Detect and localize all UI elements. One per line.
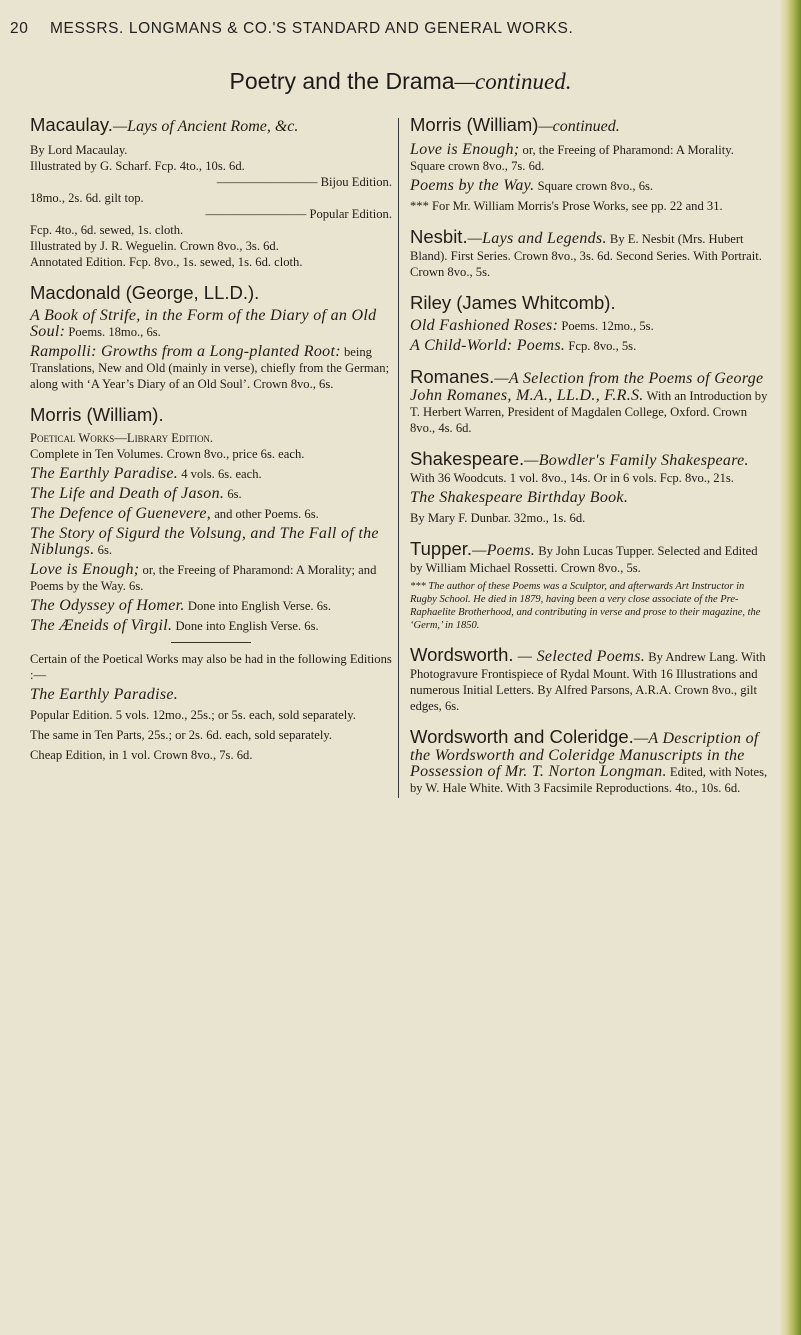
entry-tupper	[410, 538, 770, 632]
work-details: 4 vols. 6s. each.	[178, 467, 262, 481]
work-title: The Earthly Paradise.	[30, 465, 179, 482]
work-title: A Book of Strife, in the Form of the Diary of an Old Soul:	[30, 307, 377, 340]
work-title: Love is Enough;	[30, 561, 140, 578]
author-name: Macdonald (George, LL.D.).	[30, 282, 260, 303]
work-details: Poems. 12mo., 5s.	[558, 319, 654, 333]
work-details: Done into English Verse. 6s.	[172, 619, 319, 633]
entry-line: 18mo., 2s. 6d. gilt top.	[30, 191, 144, 205]
author-name: Riley (James Whitcomb).	[410, 292, 616, 313]
left-column	[30, 114, 392, 775]
entry-macaulay	[30, 114, 392, 270]
right-column	[410, 114, 770, 808]
entry-morris	[30, 404, 392, 763]
section-continued: —continued.	[454, 69, 572, 94]
work-details: Edited, with Notes, by W. Hale White. With 3 Facsimile Reproductions. 4to., 10s. 6d.	[410, 765, 768, 795]
author-name: Morris (William)	[410, 114, 539, 135]
running-head	[10, 20, 770, 38]
entry-wordsworth-coleridge	[410, 726, 770, 796]
entry-macdonald	[30, 282, 392, 392]
work-details: With an Introduction by T. Herbert Warren, President of Magdalen College, Oxford. Crown 8vo., 4s. 6d.	[410, 389, 768, 435]
author-name: Macaulay.	[30, 114, 113, 135]
entry-line: ———————— Popular Edition.	[205, 207, 392, 221]
work-details: Done into English Verse. 6s.	[184, 599, 332, 613]
work-details: By Mary F. Dunbar. 32mo., 1s. 6d.	[410, 511, 586, 525]
work-details: Fcp. 8vo., 5s.	[565, 339, 637, 353]
work-title: The Defence of Guenevere,	[30, 505, 212, 522]
footnote: *** For Mr. William Morris's Prose Works, see pp. 22 and 31.	[410, 199, 723, 213]
work-title: The Story of Sigurd the Volsung, and The Fall of the Niblungs.	[30, 525, 379, 558]
entry-riley	[410, 292, 770, 354]
separator-rule	[171, 642, 251, 643]
running-title: MESSRS. LONGMANS & CO.'S STANDARD AND GENERAL WORKS.	[50, 20, 574, 37]
entry-wordsworth	[410, 644, 770, 714]
work-title: —Bowdler's Family Shakespeare.	[524, 452, 749, 469]
author-name: Tupper.	[410, 538, 473, 559]
work-title: The Odyssey of Homer.	[30, 597, 185, 614]
author-name: Nesbit.	[410, 226, 468, 247]
work-details: By John Lucas Tupper. Selected and Edited by William Michael Rossetti. Crown 8vo., 5s.	[410, 544, 758, 575]
author-name: Wordsworth and Coleridge.	[410, 726, 634, 747]
entry-morris-continued	[410, 114, 770, 214]
work-details: 6s.	[94, 543, 112, 557]
work-details: Square crown 8vo., 6s.	[534, 179, 654, 193]
author-name: Wordsworth.	[410, 644, 514, 665]
work-details: 6s.	[224, 487, 242, 501]
page-edge-decoration	[779, 0, 801, 1335]
entry-line: Complete in Ten Volumes. Crown 8vo., price 6s. each.	[30, 447, 305, 461]
work-details: By Andrew Lang. With Photogravure Frontispiece of Rydal Mount. With 16 Illustrations and numerous Initial Letters. By Alfred Parsons, A.R.A. Crown 8vo., gilt edges, 6s.	[410, 650, 766, 713]
entry-line: ———————— Bijou Edition.	[216, 175, 392, 189]
footnote: *** The author of these Poems was a Sculptor, and afterwards Art Instructor in Rugby School. He died in 1879, having been a very close associate of the Pre-Raphaelite Brotherhood, and contributing in verse and prose to their magazine, the ‘Germ,’ in 1850.	[410, 581, 761, 631]
work-details: and other Poems. 6s.	[211, 507, 319, 521]
entry-line: Certain of the Poetical Works may also be had in the following Editions :—	[30, 652, 392, 682]
work-details: Poems. 18mo., 6s.	[65, 325, 161, 339]
author-heading	[410, 114, 770, 138]
work-title: Rampolli: Growths from a Long-planted Root:	[30, 343, 341, 360]
author-name: Shakespeare.	[410, 448, 525, 469]
continued-label: —continued.	[538, 118, 620, 135]
entry-line: Poetical Works—Library Edition.	[30, 431, 214, 445]
entry-shakespeare	[410, 448, 770, 526]
work-title: — Selected Poems.	[513, 648, 646, 665]
work-details: By E. Nesbit (Mrs. Hubert Bland). First Series. Crown 8vo., 3s. 6d. Second Series. With Portrait. Crown 8vo., 5s.	[410, 232, 762, 279]
section-title-text: Poetry and the Drama	[229, 68, 455, 94]
entry-line: By Lord Macaulay.	[30, 143, 128, 157]
entry-line: Popular Edition. 5 vols. 12mo., 25s.; or 5s. each, sold separately.	[30, 708, 356, 722]
entry-line: Annotated Edition. Fcp. 8vo., 1s. sewed, 1s. 6d. cloth.	[30, 255, 303, 269]
entry-line: Illustrated by G. Scharf. Fcp. 4to., 10s. 6d.	[30, 159, 245, 173]
work-details: being Translations, New and Old (mainly in verse), chiefly from the German; along with ‘A Year’s Diary of an Old Soul’. Crown 8vo., 6s.	[30, 345, 390, 391]
entry-line: Illustrated by J. R. Weguelin. Crown 8vo., 3s. 6d.	[30, 239, 279, 253]
work-title: Old Fashioned Roses:	[410, 317, 559, 334]
section-title	[0, 68, 801, 95]
work-title: The Earthly Paradise.	[30, 686, 179, 703]
work-title: —A Description of the Wordsworth and Coleridge Manuscripts in the Possession of Mr. T. Norton Longman.	[410, 730, 759, 780]
work-details: or, the Freeing of Pharamond: A Morality; and Poems by the Way. 6s.	[30, 563, 377, 593]
page-number: 20	[10, 20, 29, 37]
entry-line: Fcp. 4to., 6d. sewed, 1s. cloth.	[30, 223, 184, 237]
author-name: Morris (William).	[30, 404, 164, 425]
entry-romanes	[410, 366, 770, 436]
entry-nesbit	[410, 226, 770, 280]
author-heading	[30, 114, 392, 138]
work-title: —Lays and Legends.	[467, 230, 607, 247]
work-title: The Shakespeare Birthday Book.	[410, 489, 629, 506]
author-name: Romanes.	[410, 366, 495, 387]
work-title: —A Selection from the Poems of George John Romanes, M.A., LL.D., F.R.S.	[410, 370, 764, 404]
work-title: The Æneids of Virgil.	[30, 617, 173, 634]
work-title: Love is Enough;	[410, 141, 520, 158]
work-title: Poems by the Way.	[410, 177, 535, 194]
work-title: —Poems.	[472, 542, 536, 559]
work-title: A Child-World: Poems.	[410, 337, 566, 354]
work-details: or, the Freeing of Pharamond: A Morality. Square crown 8vo., 7s. 6d.	[410, 143, 734, 173]
entry-line: The same in Ten Parts, 25s.; or 2s. 6d. each, sold separately.	[30, 728, 332, 742]
entry-line: Cheap Edition, in 1 vol. Crown 8vo., 7s. 6d.	[30, 748, 253, 762]
column-divider	[398, 118, 399, 798]
work-title: The Life and Death of Jason.	[30, 485, 225, 502]
work-title: —Lays of Ancient Rome, &c.	[112, 118, 299, 135]
work-details: With 36 Woodcuts. 1 vol. 8vo., 14s. Or in 6 vols. Fcp. 8vo., 21s.	[410, 471, 734, 485]
